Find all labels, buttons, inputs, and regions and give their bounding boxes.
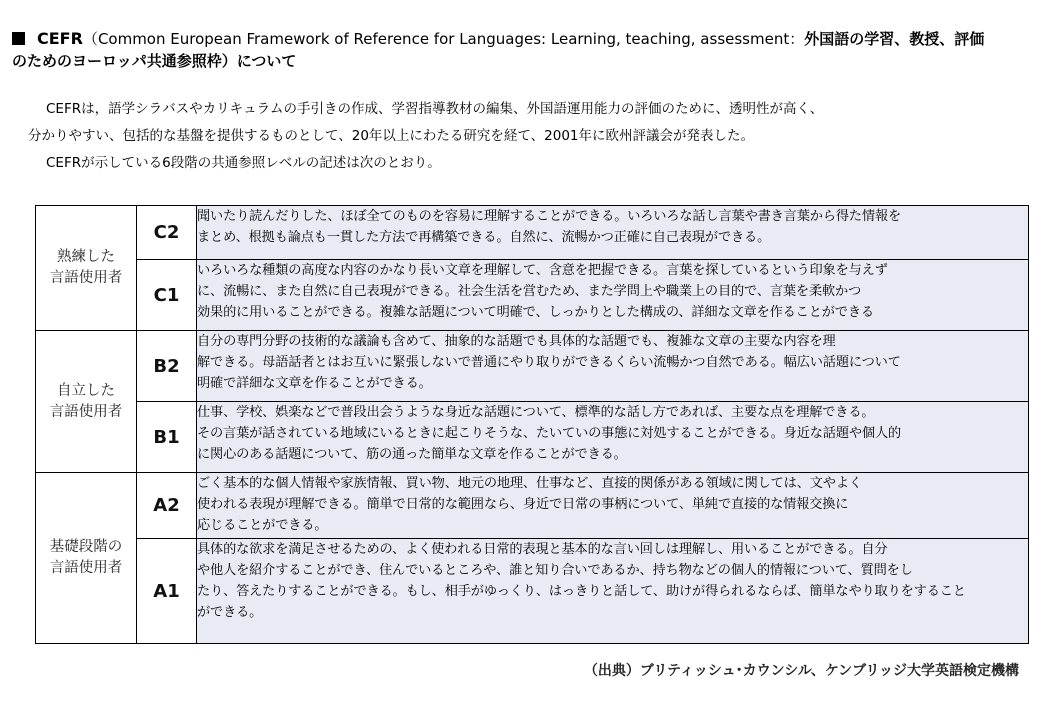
source-citation: （出典）ブリティッシュ･カウンシル、ケンブリッジ大学英語検定機構 bbox=[583, 663, 1019, 679]
intro-line-2: 分かりやすい、包括的な基盤を提供するものとして、20年以上にわたる研究を経て、2001年に欧州評議会が発表した。 bbox=[28, 128, 754, 144]
level-row bbox=[36, 473, 1029, 539]
heading-line2: のためのヨーロッパ共通参照枠） bbox=[12, 52, 237, 70]
description-line: 自分の専門分野の技術的な議論も含めて、抽象的な話題でも具体的な話題でも、複雑な文章の主要な内容を理 bbox=[197, 334, 836, 349]
cefr-levels-table bbox=[35, 205, 1029, 644]
description-line: や他人を紹介することができ、住んでいるところや、誰と知り合いであるか、持ち物などの個人的情報について、質問をし bbox=[197, 563, 913, 578]
intro-text bbox=[30, 96, 1030, 177]
level-description bbox=[197, 206, 1029, 260]
description-line: たり、答えたりすることができる。もし、相手がゆっくり、はっきりと話して、助けが得られるならば、簡単なやり取りをすること bbox=[197, 584, 966, 599]
description-line: 使われる表現が理解できる。簡単で日常的な範囲なら、身近で日常の事柄について、単純で直接的な情報交換に bbox=[197, 497, 849, 512]
description-line: に、流暢に、また自然に自己表現ができる。社会生活を営むため、また学問上や職業上の目的で、言葉を柔軟かつ bbox=[197, 284, 862, 299]
description-line: 仕事、学校、娯楽などで普段出会うような身近な話題について、標準的な話し方であれば、主要な点を理解できる。 bbox=[197, 405, 875, 420]
group-label-line-2: 言語使用者 bbox=[49, 560, 123, 576]
description-line: に関心のある話題について、筋の通った簡単な文章を作ることができる。 bbox=[197, 447, 627, 462]
level-code: A1 bbox=[137, 539, 197, 644]
level-code: B2 bbox=[137, 331, 197, 402]
level-description bbox=[197, 331, 1029, 402]
description-line: 効果的に用いることができる。複雑な話題について明確で、しっかりとした構成の、詳細な文章を作ることができる bbox=[197, 305, 874, 320]
heading-lead: CEFR bbox=[37, 29, 83, 48]
level-code: C1 bbox=[137, 260, 197, 331]
heading-paren-open: （ bbox=[82, 30, 98, 48]
level-description bbox=[197, 260, 1029, 331]
level-code: B1 bbox=[137, 402, 197, 473]
level-description bbox=[197, 539, 1029, 644]
description-line: まとめ、根拠も論点も一貫した方法で再構築できる。自然に、流暢かつ正確に自己表現ができる。 bbox=[197, 230, 771, 245]
level-row bbox=[36, 260, 1029, 331]
heading-colon: ： bbox=[789, 30, 805, 48]
level-code: A2 bbox=[137, 473, 197, 539]
level-row bbox=[36, 539, 1029, 644]
section-heading bbox=[12, 28, 1042, 72]
group-label-line-2: 言語使用者 bbox=[49, 403, 123, 420]
description-line: いろいろな種類の高度な内容のかなり長い文章を理解して、含意を把握できる。言葉を探しているという印象を与えず bbox=[197, 263, 888, 278]
description-line: ができる。 bbox=[197, 605, 263, 620]
level-row bbox=[36, 206, 1029, 260]
description-line: 応じることができる。 bbox=[197, 518, 328, 533]
level-code: C2 bbox=[137, 206, 197, 260]
description-line: その言葉が話されている地域にいるときに起こりそうな、たいていの事態に対処することができる。身近な話題や個人的 bbox=[197, 426, 902, 441]
intro-line-3: CEFRが示している6段階の共通参照レベルの記述は次のとおり。 bbox=[46, 155, 441, 171]
heading-english-name: Common European Framework of Reference for Languages: Learning, teaching, assessment bbox=[97, 30, 790, 48]
description-line: 具体的な欲求を満足させるための、よく使われる日常的表現と基本的な言い回しは理解し、用いることができる。自分 bbox=[197, 542, 888, 557]
level-description bbox=[197, 402, 1029, 473]
group-label-line-2: 言語使用者 bbox=[49, 270, 123, 286]
heading-japanese-name: 外国語の学習、教授、評価 bbox=[804, 30, 985, 48]
level-row bbox=[36, 331, 1029, 402]
group-label bbox=[36, 331, 137, 473]
description-line: ごく基本的な個人情報や家族情報、買い物、地元の地理、仕事など、直接的関係がある領域に関しては、文やよく bbox=[197, 476, 862, 491]
level-description bbox=[197, 473, 1029, 539]
intro-line-1: CEFRは，語学シラバスやカリキュラムの手引きの作成、学習指導教材の編集、外国語運用能力の評価のために、透明性が高く、 bbox=[46, 101, 824, 117]
group-label-line-1: 自立した bbox=[57, 382, 115, 399]
level-row bbox=[36, 402, 1029, 473]
description-line: 聞いたり読んだりした、ほぼ全てのものを容易に理解することができる。いろいろな話し言葉や書き言葉から得た情報を bbox=[197, 209, 902, 224]
heading-suffix: について bbox=[236, 52, 297, 70]
group-label bbox=[36, 206, 137, 331]
group-label-line-1: 基礎段階の bbox=[49, 539, 123, 555]
description-line: 明確で詳細な文章を作ることができる。 bbox=[197, 376, 432, 391]
description-line: 解できる。母語話者とはお互いに緊張しないで普通にやり取りができるくらい流暢かつ自然である。幅広い話題について bbox=[197, 355, 901, 370]
group-label-line-1: 熟練した bbox=[57, 249, 115, 265]
group-label bbox=[36, 473, 137, 644]
square-bullet-icon bbox=[12, 32, 25, 45]
